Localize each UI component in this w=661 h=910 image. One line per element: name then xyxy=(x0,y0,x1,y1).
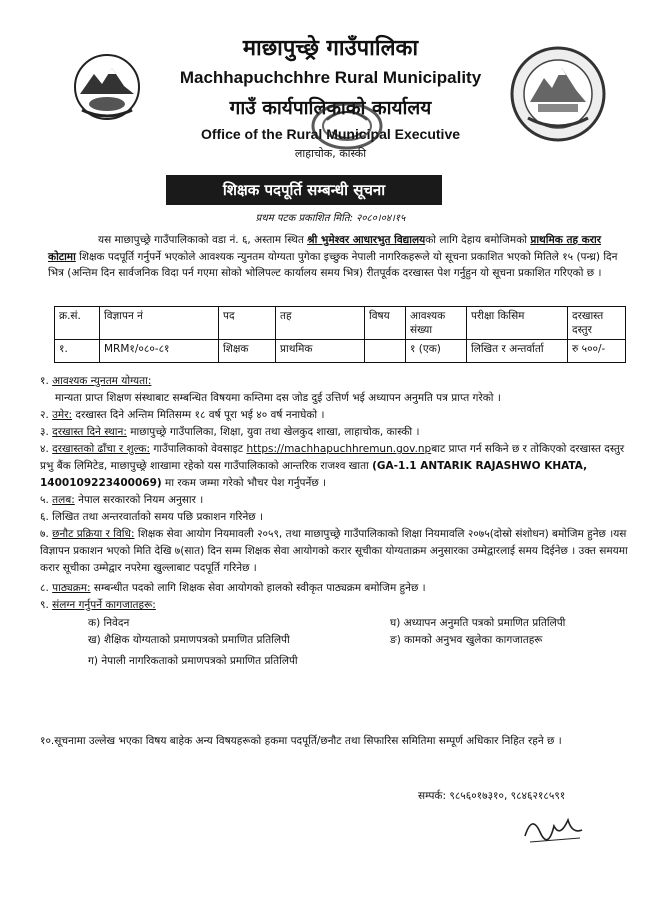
contact-label: सम्पर्क: xyxy=(418,790,447,802)
item-heading: दरखास्तको ढाँचा र शुल्क: xyxy=(52,443,150,455)
table-cell: १ (एक) xyxy=(406,340,467,363)
table-cell: रु ५००/- xyxy=(568,340,626,363)
item-number: ९. xyxy=(40,599,49,611)
item-number: ४. xyxy=(40,443,49,455)
publish-date: प्रथम पटक प्रकाशित मिति: २०८०।०४।१५ xyxy=(255,213,406,224)
list-item: क) निवेदन xyxy=(88,617,130,629)
table-header: विषय xyxy=(365,307,406,340)
list-item xyxy=(40,597,630,614)
table-cell: शिक्षक xyxy=(219,340,276,363)
signature-icon xyxy=(520,808,590,848)
list-item xyxy=(40,390,630,407)
list-item xyxy=(40,509,630,526)
table-row xyxy=(55,340,626,363)
intro-text: यस माछापुच्छ्रे गाउँपालिकाको वडा नं. ६, अस्ताम स्थित xyxy=(98,234,308,246)
item-heading: दरखास्त दिने स्थान: xyxy=(52,426,127,438)
item-text: दरखास्त दिने अन्तिम मितिसम्म १८ वर्ष पूरा भई ४० वर्ष ननाघेको । xyxy=(72,409,325,421)
office-stamp-icon xyxy=(292,98,402,168)
notice-title: शिक्षक पदपूर्ति सम्बन्धी सूचना xyxy=(166,175,442,205)
vacancy-table xyxy=(54,306,626,363)
municipality-title-nepali: माछापुच्छ्रे गाउँपालिका xyxy=(242,36,419,61)
item-text: गाउँपालिकाको वेवसाइट xyxy=(150,443,247,455)
notice-body xyxy=(40,373,630,750)
item-number: ८. xyxy=(40,582,49,594)
office-title-nepali: गाउँ कार्यपालिकाको कार्यालय xyxy=(229,97,432,119)
list-item: घ) अध्यापन अनुमति पत्रको प्रमाणित प्रतिलिपी xyxy=(390,617,566,629)
item-heading: संलग्न गर्नुपर्ने कागजातहरू: xyxy=(52,599,156,611)
contact-info xyxy=(418,789,565,803)
list-item xyxy=(40,492,630,509)
item-number: २. xyxy=(40,409,49,421)
attachment-column-left xyxy=(88,615,408,670)
item-number: ३. xyxy=(40,426,49,438)
item-heading: तलब: xyxy=(52,494,75,506)
item-text: नेपाल सरकारको नियम अनुसार । xyxy=(74,494,204,506)
intro-text: को लागि देहाय बमोजिमको xyxy=(425,234,531,246)
item-heading: छनौट प्रक्रिया र विधि: xyxy=(52,528,135,540)
intro-paragraph xyxy=(48,232,622,282)
list-item xyxy=(40,441,630,492)
item-text: शिक्षक सेवा आयोग नियमावली २०५९, तथा माछापुच्छ्रे गाउँपालिकाको शिक्षा नियमावलि २०७५(दोस्रो संशोधन) बमोजिम हुनेछ ।यस विज्ञापन प्रकाशन भएको मिति देखि ७(सात) दिन सम्म शिक्षक सेवा आयोगको करार सूचीका योग्यताक्रम अनुसारका उम्मेद्वारलाई समय दिईनेछ । उक्त समयमा करार सूचीका उम्मेद्वार नपरेमा खुल्लाबाट पदपूर्ति गरिनेछ । xyxy=(40,528,628,574)
list-item xyxy=(40,526,630,577)
table-header-row xyxy=(55,307,626,340)
list-item: ङ) कामको अनुभव खुलेका कागजातहरू xyxy=(390,634,543,646)
item-number: १. xyxy=(40,375,49,387)
municipality-title-english: Machhapuchchhre Rural Municipality xyxy=(179,68,482,87)
table-cell: प्राथमिक xyxy=(276,340,365,363)
item-text: मान्यता प्राप्त शिक्षण संस्थाबाट सम्बन्धित विषयमा कम्तिमा दस जोड दुई उत्तिर्ण भई अध्यापन अनुमति पत्र प्राप्त गरेको । xyxy=(55,392,501,404)
item-text: लिखित तथा अन्तरवार्ताको समय पछि प्रकाशन गरिनेछ । xyxy=(52,511,263,523)
item-number: ७. xyxy=(40,528,49,540)
item-number: ५. xyxy=(40,494,49,506)
school-name: श्री भुमेश्वर आधारभुत विद्यालय xyxy=(307,234,426,246)
list-item xyxy=(40,373,630,390)
table-header: परीक्षा किसिम xyxy=(467,307,568,340)
list-item xyxy=(40,407,630,424)
item-heading: पाठ्यक्रम: xyxy=(52,582,91,594)
table-header: पद xyxy=(219,307,276,340)
list-item: ख) शैक्षिक योग्यताको प्रमाणपत्रको प्रमाणित प्रतिलिपी xyxy=(88,634,290,646)
attachment-list xyxy=(40,615,630,733)
item-text: सम्बन्धीत पदको लागि शिक्षक सेवा आयोगको हालको स्वीकृत पाठ्यक्रम बमोजिम हुनेछ । xyxy=(90,582,426,594)
list-item: १०.सूचनामा उल्लेख भएका विषय बाहेक अन्य विषयहरूको हकमा पदपूर्ति/छनौट तथा सिफारिस समितिमा सम्पूर्ण अधिकार निहित रहने छ । xyxy=(40,735,562,747)
list-item xyxy=(40,580,630,597)
list-item xyxy=(40,424,630,441)
table-cell: १. xyxy=(55,340,100,363)
contact-numbers: ९८५६०१७३१०, ९८४६२१८५९१ xyxy=(449,790,566,802)
table-header: आवश्यक संख्या xyxy=(406,307,467,340)
office-location: लाहाचोक, कास्की xyxy=(294,147,367,160)
bank-account: (GA-1.1 ANTARIK RAJASHWO KHATA, 1400109223400069) xyxy=(40,460,588,489)
table-cell: लिखित र अन्तर्वार्ता xyxy=(467,340,568,363)
intro-text: शिक्षक पदपूर्ति गर्नुपर्ने भएकोले आवश्यक न्युनतम योग्यता पुगेका इच्छुक नेपाली नागरिकहरूले यो सूचना प्रकाशित भएको मितिले १५ (पन्ध्र) दिन भित्र (अन्तिम दिन सार्वजनिक विदा पर्न गएमा सोको भोलिपल्ट कार्यालय समय भित्र) रीतपूर्वक दरखास्त पेश गर्नुहुन यो सूचना प्रकाशित गरिएको छ । xyxy=(48,250,618,279)
post-quota: प्राथमिक तह करार कोटामा xyxy=(48,234,602,263)
table-header: तह xyxy=(276,307,365,340)
attachment-column-right xyxy=(390,615,630,649)
list-item: ग) नेपाली नागरिकताको प्रमाणपत्रको प्रमाणित प्रतिलिपी xyxy=(88,655,298,667)
item-text: बाट प्राप्त गर्न सकिने छ र तोकिएको दरखास्त दस्तुर प्रभु बैंक लिमिटेड, माछापुच्छ्रे शाखामा रहेको यस गाउँपालिकाको आन्तरिक राजश्व खाता xyxy=(40,443,625,472)
item-number: ६. xyxy=(40,511,49,523)
table-cell xyxy=(365,340,406,363)
item-text: मा रकम जम्मा गरेको भौचर पेश गर्नुपर्नेछ । xyxy=(161,477,326,489)
office-title-english: Office of the Rural Municipal Executive xyxy=(200,126,461,142)
item-text: माछापुच्छ्रे गाउँपालिका, शिक्षा, युवा तथा खेलकुद शाखा, लाहाचोक, कास्की । xyxy=(126,426,420,438)
table-header: दरखास्त दस्तुर xyxy=(568,307,626,340)
website-link[interactable]: https://machhapuchhremun.gov.np xyxy=(246,443,432,455)
item-heading: आवश्यक न्युनतम योग्यता: xyxy=(52,375,152,387)
table-cell: MRM१/०८०-८१ xyxy=(100,340,219,363)
table-header: विज्ञापन नं xyxy=(100,307,219,340)
item-heading: उमेर: xyxy=(52,409,73,421)
table-header: क्र.सं. xyxy=(55,307,100,340)
